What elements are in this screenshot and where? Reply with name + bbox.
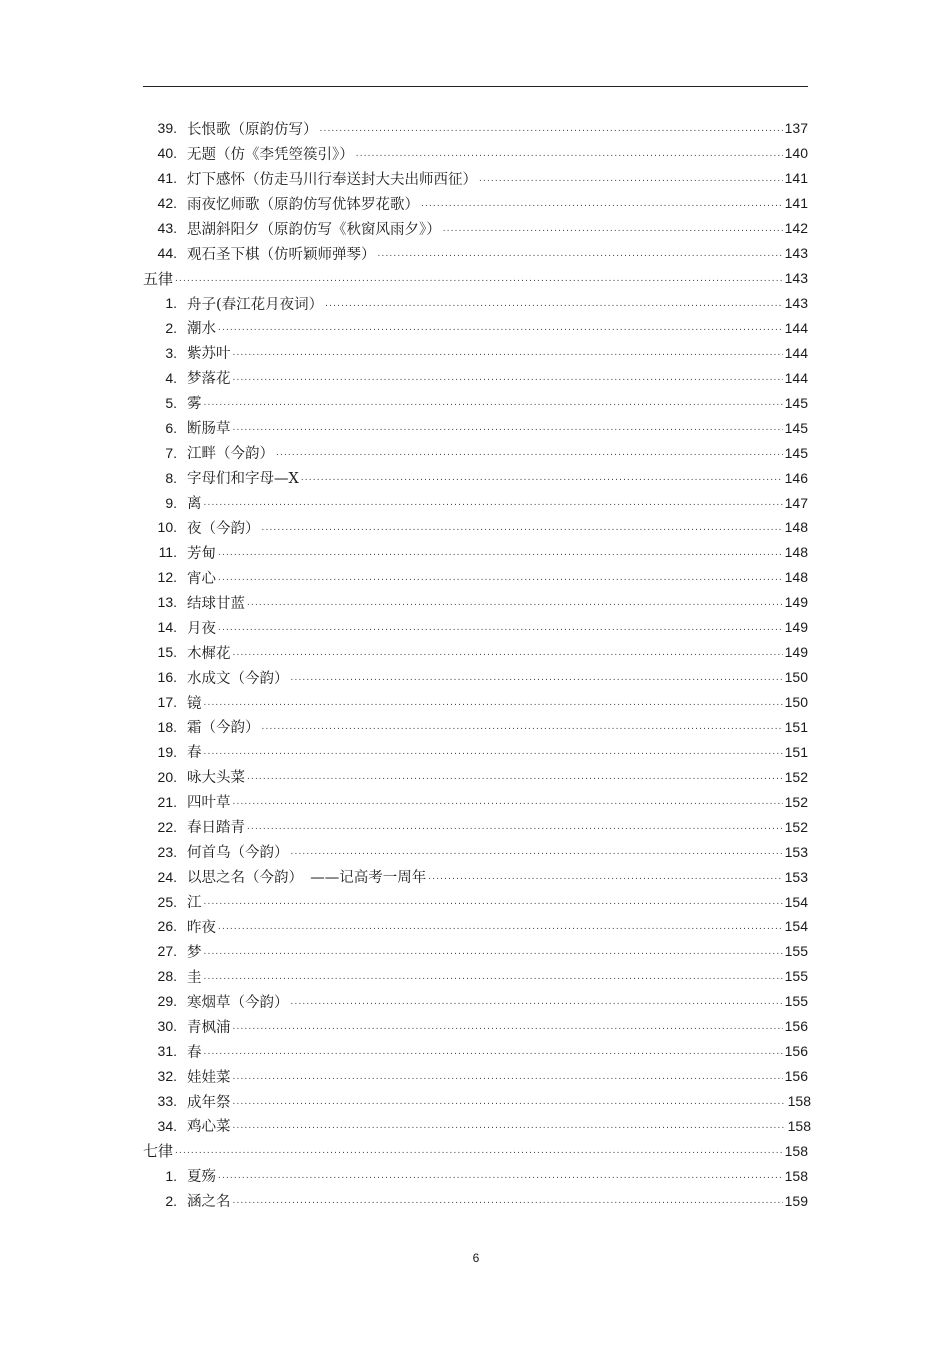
toc-page-number: 148 [784, 544, 808, 561]
dot-leader [175, 1145, 783, 1161]
dot-leader [247, 771, 783, 787]
toc-entry-title: 无题（仿《李凭箜篌引》） [187, 146, 354, 163]
toc-entry-number: 31. [157, 1043, 177, 1060]
toc-entry-number: 1. [165, 295, 177, 312]
toc-entry-number: 1. [165, 1167, 177, 1184]
toc-entry-number: 9. [165, 494, 177, 511]
toc-entry-title: 寒烟草（今韵） [187, 994, 289, 1011]
toc-entry[interactable] [0, 390, 808, 415]
toc-entry[interactable] [0, 814, 808, 839]
toc-section-title: 五律 [143, 269, 174, 288]
toc-entry[interactable] [0, 316, 808, 341]
dot-leader [291, 996, 783, 1012]
toc-entry-title: 霜（今韵） [187, 720, 260, 737]
page-number: 6 [472, 1251, 480, 1265]
toc-entry-title: 咏大头菜 [187, 770, 245, 787]
toc-entry-number: 27. [157, 943, 177, 960]
dot-leader [218, 1170, 783, 1186]
toc-page-number: 153 [784, 868, 808, 885]
dot-leader [291, 672, 783, 688]
toc-entry-title: 离 [187, 496, 202, 513]
toc-page-number: 143 [784, 245, 808, 262]
toc-entry-number: 28. [157, 968, 177, 985]
toc-entry[interactable] [0, 490, 808, 515]
dot-leader [262, 522, 783, 538]
dot-leader [218, 322, 783, 338]
toc-entry[interactable] [0, 989, 808, 1014]
toc-entry-title: 梦 [187, 944, 202, 961]
toc-page-number: 141 [784, 170, 808, 187]
dot-leader [247, 821, 783, 837]
toc-page-number: 158 [787, 1117, 811, 1134]
toc-page-number: 140 [784, 145, 808, 162]
toc-entry-number: 44. [157, 245, 177, 262]
dot-leader [204, 746, 783, 762]
dot-leader [233, 372, 783, 388]
toc-page-number: 145 [784, 419, 808, 436]
dot-leader [218, 921, 783, 937]
toc-entry-number: 32. [157, 1068, 177, 1085]
toc-entry-number: 11. [158, 544, 177, 561]
toc-page-number: 156 [784, 1043, 808, 1060]
toc-entry-number: 10. [157, 519, 177, 536]
toc-entry[interactable] [0, 889, 808, 914]
toc-page-number: 137 [784, 120, 808, 137]
toc-page-number: 154 [784, 893, 808, 910]
toc-entry-title: 雾 [187, 396, 202, 413]
dot-leader [233, 347, 783, 363]
toc-entry[interactable] [0, 690, 808, 715]
dot-leader [233, 1021, 783, 1037]
dot-leader [204, 497, 783, 513]
toc-entry-title: 宵心 [187, 570, 216, 587]
toc-entry-title: 春 [187, 745, 202, 762]
toc-entry-title: 春 [187, 1044, 202, 1061]
toc-entry[interactable] [0, 191, 808, 216]
toc-page-number: 148 [784, 569, 808, 586]
dot-leader [233, 422, 783, 438]
toc-entry[interactable] [0, 1163, 808, 1188]
toc-entry[interactable] [0, 565, 808, 590]
toc-entry-number: 25. [157, 893, 177, 910]
toc-entry-title: 成年祭 [187, 1094, 231, 1111]
toc-page-number: 158 [784, 1142, 808, 1159]
toc-page-number: 152 [784, 793, 808, 810]
toc-page-number: 149 [784, 619, 808, 636]
toc-page-number: 153 [784, 843, 808, 860]
toc-entry-number: 12. [157, 569, 177, 586]
toc-page-number: 154 [784, 918, 808, 935]
dot-leader [378, 248, 783, 264]
dot-leader [443, 223, 783, 239]
toc-page-number: 151 [784, 718, 808, 735]
toc-entry-title: 芳甸 [187, 545, 216, 562]
dot-leader [218, 547, 783, 563]
toc-entry-number: 19. [157, 743, 177, 760]
dot-leader [218, 572, 783, 588]
toc-entry[interactable] [0, 839, 808, 864]
dot-leader [218, 622, 783, 638]
toc-entry[interactable] [0, 141, 808, 166]
toc-entry-title: 观石圣下棋（仿听颖师弹琴） [187, 246, 376, 263]
toc-entry-title: 灯下感怀（仿走马川行奉送封大夫出师西征） [187, 171, 477, 188]
toc-entry-title: 潮水 [187, 321, 216, 338]
dot-leader [301, 472, 783, 488]
dot-leader [247, 597, 783, 613]
dot-leader [233, 1195, 783, 1211]
toc-entry-title: 以思之名（今韵） ——记高考一周年 [187, 870, 427, 887]
toc-page-number: 144 [784, 319, 808, 336]
header-rule [143, 86, 808, 87]
toc-entry-number: 26. [157, 918, 177, 935]
toc-entry-number: 8. [165, 469, 177, 486]
toc-entry-number: 14. [157, 619, 177, 636]
toc-entry[interactable] [0, 1114, 811, 1139]
toc-page-number: 159 [784, 1192, 808, 1209]
toc-page-number: 156 [784, 1018, 808, 1035]
toc-entry-number: 29. [157, 993, 177, 1010]
toc-entry-title: 断肠草 [187, 421, 231, 438]
toc-entry-title: 月夜 [187, 620, 216, 637]
toc-entry-title: 何首乌（今韵） [187, 845, 289, 862]
dot-leader [421, 198, 783, 214]
toc-page-number: 144 [784, 369, 808, 386]
dot-leader [428, 871, 782, 887]
toc-entry-title: 木樨花 [187, 645, 231, 662]
toc-entry[interactable] [0, 715, 808, 740]
toc-entry-number: 17. [157, 694, 177, 711]
dot-leader [356, 148, 783, 164]
toc-entry[interactable] [0, 340, 808, 365]
toc-entry[interactable] [0, 615, 808, 640]
toc-entry-number: 23. [157, 843, 177, 860]
dot-leader [262, 721, 783, 737]
dot-leader [320, 123, 783, 139]
dot-leader [204, 971, 783, 987]
toc-page-number: 152 [784, 768, 808, 785]
toc-entry-number: 33. [157, 1093, 177, 1110]
toc-entry-number: 13. [157, 594, 177, 611]
toc-page-number: 147 [784, 494, 808, 511]
toc-entry-title: 思湖斜阳夕（原韵仿写《秋窗风雨夕》） [187, 221, 441, 238]
toc-entry[interactable] [0, 739, 808, 764]
toc-entry-title: 鸡心菜 [187, 1119, 231, 1136]
toc-entry-title: 字母们和字母—X [187, 471, 299, 488]
toc-entry[interactable] [0, 540, 808, 565]
toc-entry-number: 20. [157, 768, 177, 785]
toc-entry[interactable] [0, 590, 808, 615]
toc-entry[interactable] [0, 964, 808, 989]
toc-page-number: 146 [784, 469, 808, 486]
toc-page-number: 151 [784, 743, 808, 760]
toc-entry-title: 舟子(春江花月夜词） [187, 296, 324, 313]
toc-section-heading[interactable] [0, 266, 952, 291]
toc-entry[interactable] [0, 789, 808, 814]
toc-entry-number: 3. [165, 344, 177, 361]
toc-entry[interactable] [0, 241, 808, 266]
table-of-contents [0, 116, 952, 1213]
toc-entry-title: 紫苏叶 [187, 346, 231, 363]
toc-entry[interactable] [0, 465, 808, 490]
toc-entry-title: 夜（今韵） [187, 520, 260, 537]
toc-entry[interactable] [0, 440, 808, 465]
toc-page-number: 150 [784, 694, 808, 711]
toc-entry[interactable] [0, 166, 808, 191]
toc-page-number: 149 [784, 644, 808, 661]
toc-entry-number: 16. [157, 669, 177, 686]
toc-page-number: 148 [784, 519, 808, 536]
toc-entry[interactable] [0, 864, 808, 889]
toc-page-number: 145 [784, 394, 808, 411]
toc-page-number: 152 [784, 818, 808, 835]
toc-entry[interactable] [0, 1014, 808, 1039]
toc-entry-number: 43. [157, 220, 177, 237]
toc-entry-title: 长恨歌（原韵仿写） [187, 121, 318, 138]
toc-entry[interactable] [0, 914, 808, 939]
toc-page-number: 155 [784, 968, 808, 985]
dot-leader [233, 1096, 786, 1112]
toc-entry-number: 6. [165, 419, 177, 436]
toc-page-number: 145 [784, 444, 808, 461]
toc-entry-number: 4. [165, 369, 177, 386]
toc-entry-number: 7. [165, 444, 177, 461]
toc-entry-number: 21. [157, 793, 177, 810]
toc-entry-title: 雨夜忆师歌（原韵仿写优钵罗花歌） [187, 196, 419, 213]
toc-entry-number: 40. [157, 145, 177, 162]
toc-page-number: 141 [784, 195, 808, 212]
toc-entry-number: 42. [157, 195, 177, 212]
dot-leader [204, 697, 783, 713]
toc-page-number: 156 [784, 1068, 808, 1085]
dot-leader [204, 397, 783, 413]
toc-entry-title: 江畔（今韵） [187, 446, 274, 463]
toc-entry[interactable] [0, 1039, 808, 1064]
toc-entry[interactable] [0, 1188, 808, 1213]
dot-leader [233, 796, 783, 812]
toc-entry-number: 34. [157, 1117, 177, 1134]
dot-leader [325, 298, 782, 314]
toc-entry[interactable] [0, 515, 808, 540]
toc-entry-title: 江 [187, 895, 202, 912]
toc-entry-number: 30. [157, 1018, 177, 1035]
toc-page-number: 143 [784, 295, 808, 312]
toc-entry-number: 2. [165, 319, 177, 336]
toc-entry[interactable] [0, 116, 808, 141]
dot-leader [204, 896, 783, 912]
toc-entry-number: 24. [157, 868, 177, 885]
toc-entry[interactable] [0, 764, 808, 789]
toc-entry-title: 涵之名 [187, 1194, 231, 1211]
toc-page-number: 149 [784, 594, 808, 611]
toc-entry[interactable] [0, 939, 808, 964]
toc-entry[interactable] [0, 1064, 808, 1089]
toc-entry[interactable] [0, 291, 808, 316]
toc-page-number: 155 [784, 943, 808, 960]
toc-entry-title: 昨夜 [187, 919, 216, 936]
dot-leader [479, 173, 783, 189]
toc-section-heading[interactable] [0, 1138, 952, 1163]
toc-entry-number: 22. [157, 818, 177, 835]
dot-leader [175, 273, 783, 289]
toc-entry[interactable] [0, 415, 808, 440]
toc-entry-title: 圭 [187, 969, 202, 986]
toc-page-number: 155 [784, 993, 808, 1010]
toc-entry-title: 结球甘蓝 [187, 595, 245, 612]
toc-page-number: 142 [784, 220, 808, 237]
toc-entry-title: 春日踏青 [187, 820, 245, 837]
toc-entry[interactable] [0, 216, 808, 241]
toc-entry-title: 镜 [187, 695, 202, 712]
toc-entry[interactable] [0, 1089, 811, 1114]
toc-entry-title: 梦落花 [187, 371, 231, 388]
toc-page-number: 158 [787, 1093, 811, 1110]
toc-entry-title: 娃娃菜 [187, 1069, 231, 1086]
toc-entry[interactable] [0, 365, 808, 390]
toc-entry-number: 39. [157, 120, 177, 137]
toc-entry-title: 青枫浦 [187, 1019, 231, 1036]
dot-leader [291, 846, 783, 862]
dot-leader [204, 946, 783, 962]
dot-leader [233, 1071, 783, 1087]
toc-entry[interactable] [0, 640, 808, 665]
toc-entry-number: 2. [165, 1192, 177, 1209]
toc-section-title: 七律 [143, 1142, 174, 1161]
toc-entry-title: 四叶草 [187, 795, 231, 812]
toc-entry-number: 18. [157, 718, 177, 735]
toc-page-number: 144 [784, 344, 808, 361]
dot-leader [233, 1120, 786, 1136]
toc-entry-number: 41. [157, 170, 177, 187]
toc-entry-number: 15. [157, 644, 177, 661]
toc-entry[interactable] [0, 665, 808, 690]
toc-entry-title: 夏殇 [187, 1169, 216, 1186]
dot-leader [276, 447, 783, 463]
dot-leader [204, 1046, 783, 1062]
toc-entry-number: 5. [165, 394, 177, 411]
toc-page-number: 143 [784, 270, 808, 287]
toc-page-number: 150 [784, 669, 808, 686]
toc-page-number: 158 [784, 1167, 808, 1184]
dot-leader [233, 647, 783, 663]
toc-entry-title: 水成文（今韵） [187, 670, 289, 687]
